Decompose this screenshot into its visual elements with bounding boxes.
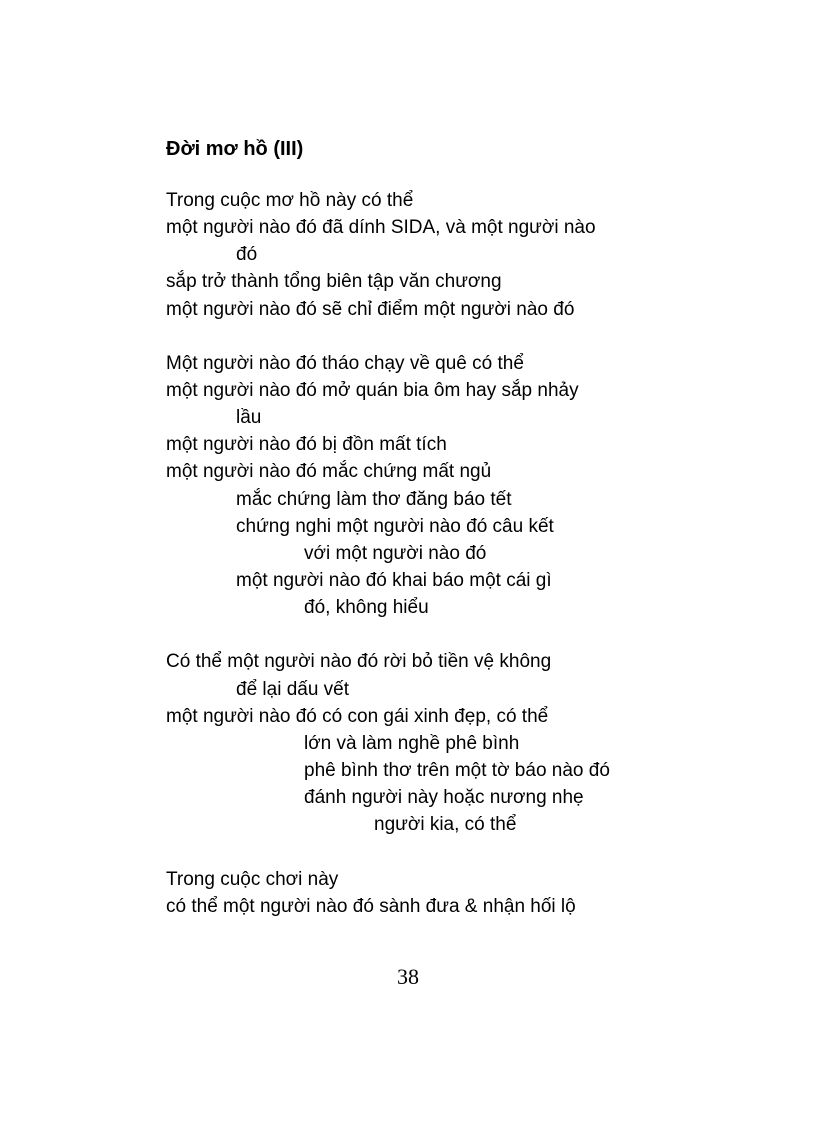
poem-line: lớn và làm nghề phê bình bbox=[304, 732, 520, 754]
poem-line: đó, không hiểu bbox=[304, 597, 429, 619]
poem-line: Trong cuộc chơi này bbox=[166, 868, 339, 890]
poem-line: một người nào đó mở quán bia ôm hay sắp nhảy bbox=[166, 379, 579, 401]
poem-line: một người nào đó bị đồn mất tích bbox=[166, 434, 447, 456]
poem-line: một người nào đó có con gái xinh đẹp, có thể bbox=[166, 705, 549, 727]
poem-line: đánh người này hoặc nương nhẹ bbox=[304, 787, 584, 809]
poem-line: Có thể một người nào đó rời bỏ tiền vệ không bbox=[166, 651, 552, 673]
poem-line: mắc chứng làm thơ đăng báo tết bbox=[236, 488, 512, 510]
poem-line: một người nào đó sẽ chỉ điểm một người nào đó bbox=[166, 298, 575, 320]
poem-line: với một người nào đó bbox=[304, 542, 487, 564]
stanza bbox=[166, 866, 766, 920]
poem-line: để lại dấu vết bbox=[236, 678, 350, 700]
poem-line: một người nào đó đã dính SIDA, và một người nào bbox=[166, 217, 596, 239]
poem-line: lầu bbox=[236, 407, 262, 429]
poem-title: Đời mơ hồ (III) bbox=[166, 138, 304, 160]
poem-line: người kia, có thể bbox=[374, 814, 517, 836]
poem-line: chứng nghi một người nào đó câu kết bbox=[236, 515, 554, 537]
poem-line: sắp trở thành tổng biên tập văn chương bbox=[166, 271, 502, 293]
stanza bbox=[166, 187, 766, 323]
stanza bbox=[166, 350, 766, 621]
poem-line: đó bbox=[236, 244, 258, 266]
poem-line: Một người nào đó tháo chạy về quê có thể bbox=[166, 352, 524, 374]
poem-line: một người nào đó mắc chứng mất ngủ bbox=[166, 461, 492, 483]
page-number: 38 bbox=[397, 964, 419, 989]
poem-body bbox=[166, 187, 766, 947]
poem-line: Trong cuộc mơ hồ này có thể bbox=[166, 190, 414, 211]
poem-line: một người nào đó khai báo một cái gì bbox=[236, 569, 552, 591]
stanza bbox=[166, 648, 766, 838]
poem-line: phê bình thơ trên một tờ báo nào đó bbox=[304, 759, 610, 781]
poem-line: có thể một người nào đó sành đưa & nhận hối lộ bbox=[166, 895, 576, 917]
